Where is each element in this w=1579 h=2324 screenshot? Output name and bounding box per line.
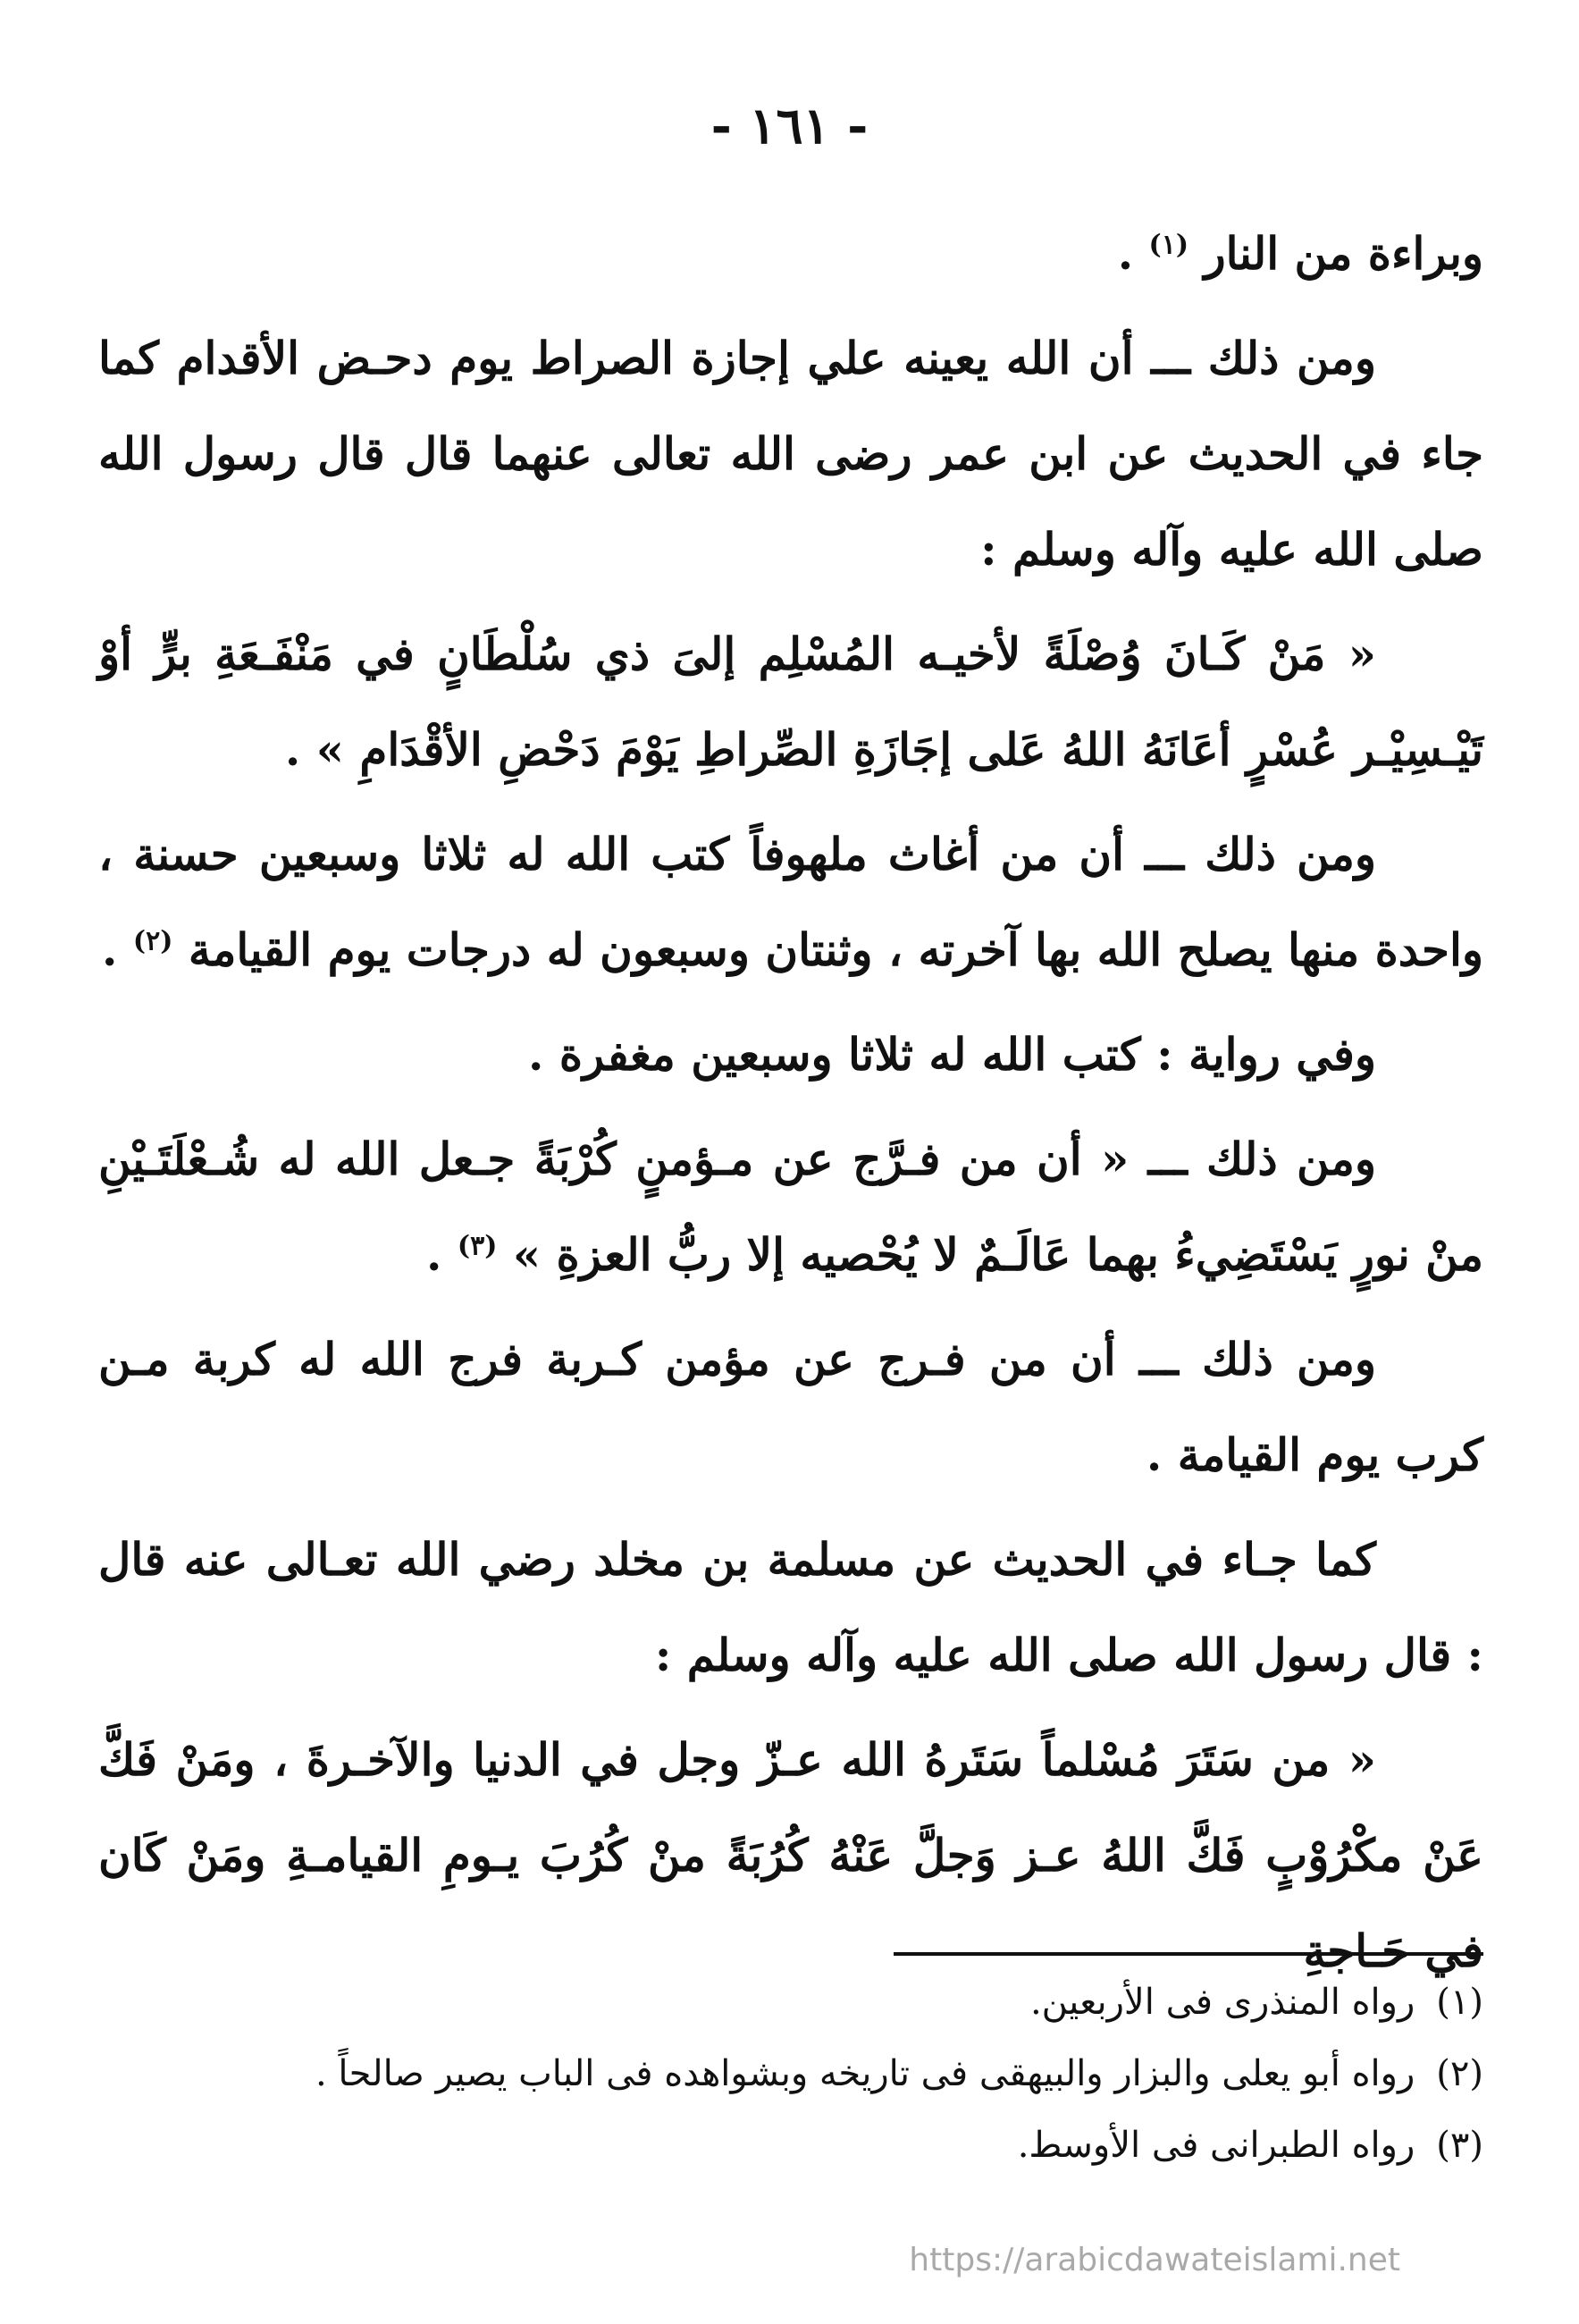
paragraph-5: وفي رواية : كتب الله له ثلاثا وسبعين مغفرة . — [528, 1028, 1376, 1081]
footnote-ref-3: (٣) — [457, 1230, 498, 1262]
hadith-quote-1: « مَنْ كَـانَ وُصْلَةً لأخيـه المُسْلِم إلىَ ذي سُلْطَانٍ في مَنْفَـعَةِ برٍّ أوْ تَيْـسِيْـر عُسْرٍ أعَانَهُ اللهُ عَلى إجَازَةِ الصِّراطِ يَوْمَ دَحْضِ الأقْدَامِ » . — [98, 627, 1483, 776]
footnote-3 — [98, 2109, 1483, 2181]
footnote-text: رواه الطبرانى فى الأوسط. — [1017, 2125, 1415, 2166]
footnote-2 — [98, 2038, 1483, 2109]
footnote-number: (٢) — [1436, 2053, 1483, 2094]
paragraph-8: كما جـاء في الحديث عن مسلمة بن مخلد رضي الله تعـالى عنه قال : قال رسول الله صلى الله عليه وآله وسلم : — [98, 1533, 1483, 1681]
footnotes — [98, 1966, 1483, 2181]
paragraph-2: ومن ذلك ـــ أن الله يعينه علي إجازة الصراط يوم دحـض الأقدام كما جاء في الحديث عن ابن عمر رضى الله تعالى عنهما قال قال رسول الله صلى الله عليه وآله وسلم : — [98, 332, 1483, 576]
footnote-ref-2: (٢) — [132, 925, 173, 957]
paragraph-text: وبراءة من النار — [1204, 227, 1483, 280]
hadith-quote-2: « من سَتَرَ مُسْلماً سَتَرهُ الله عـزّ وجل في الدنيا والآخـرةَ ، ومَنْ فَكَّ عَنْ مكْرُوْبٍ فَكَّ اللهُ عـز وَجلَّ عَنْهُ كُرُبَةً منْ كُرُبَ يـومِ القيامـةِ ومَنْ كَان في حَـاجةِ — [98, 1733, 1483, 1977]
footnote-1 — [98, 1966, 1483, 2038]
paragraph-tail: . — [426, 1228, 442, 1281]
paragraph-tail: . — [102, 923, 118, 976]
paragraph-4 — [98, 806, 1483, 998]
paragraph-1 — [98, 206, 1483, 301]
footnote-text: رواه أبو يعلى والبزار والبيهقى فى تاريخه وبشواهده فى الباب يصير صالحاً . — [315, 2053, 1415, 2094]
footnote-ref-1: (١) — [1148, 229, 1189, 261]
watermark-url: https://arabicdawateislami.net — [909, 2242, 1400, 2278]
paragraph-tail: . — [1117, 227, 1134, 280]
paragraph-7: ومن ذلك ـــ أن من فـرج عن مؤمن كـربة فرج الله له كربة مـن كرب يوم القيامة . — [98, 1333, 1483, 1481]
page-number: - ١٦١ - — [710, 97, 869, 156]
paragraph-text: ومن ذلك ـــ « أن من فـرَّج عن مـؤمنٍ كُرْبَةً جـعل الله له شُـعْلَتَـيْنِ منْ نورٍ يَسْتَضِيءُ بهما عَالَـمٌ لا يُحْصيه إلا ربُّ العزةِ » — [98, 1133, 1483, 1281]
footnote-number: (١) — [1436, 1982, 1483, 2023]
footnote-number: (٣) — [1436, 2125, 1483, 2166]
paragraph-text: ومن ذلك ـــ أن من أغاث ملهوفاً كتب الله له ثلاثا وسبعين حسنة ، واحدة منها يصلح الله بها آخرته ، وثنتان وسبعون له درجات يوم القيامة — [98, 828, 1483, 976]
footnote-divider — [894, 1952, 1483, 1956]
footnote-text: رواه المنذرى فى الأربعين. — [1029, 1982, 1415, 2023]
paragraph-6 — [98, 1111, 1483, 1302]
body-text — [98, 206, 1483, 2008]
